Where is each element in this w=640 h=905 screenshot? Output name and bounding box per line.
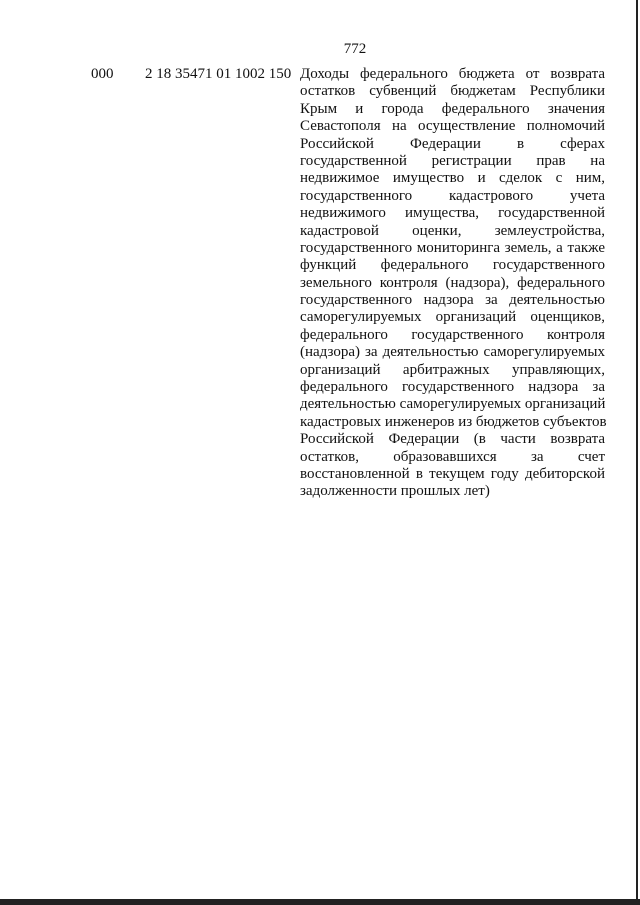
- description-line: деятельностью саморегулируемых организаций: [300, 396, 606, 413]
- revenue-description: [300, 66, 605, 501]
- description-line: восстановленной в текущем году дебиторской: [300, 465, 605, 482]
- description-line: Крым и города федерального значения: [300, 100, 605, 117]
- description-line: кадастровых инженеров из бюджетов субъектов: [300, 413, 607, 430]
- description-line: остатков, образовавшихся за счет: [300, 448, 605, 465]
- description-line: остатков субвенций бюджетам Республики: [300, 83, 605, 100]
- description-line: (надзора) за деятельностью саморегулируемых: [300, 344, 605, 361]
- description-line: недвижимое имущество и сделок с ним,: [300, 170, 605, 187]
- description-line: государственной регистрации прав на: [300, 152, 605, 169]
- description-line: государственного надзора за деятельностью: [300, 292, 605, 309]
- description-line: Российской Федерации в сферах: [300, 135, 605, 152]
- description-line: Доходы федерального бюджета от возврата: [300, 66, 605, 82]
- description-line: федерального государственного контроля: [300, 326, 605, 343]
- description-line: кадастровой оценки, землеустройства,: [300, 222, 605, 239]
- revenue-code: 2 18 35471 01 1002 150: [145, 66, 292, 82]
- description-line: саморегулируемых организаций оценщиков,: [300, 309, 605, 326]
- description-line: Российской Федерации (в части возврата: [300, 431, 605, 448]
- description-line: государственного мониторинга земель, а также: [300, 239, 605, 256]
- description-line: функций федерального государственного: [300, 257, 605, 274]
- scan-edge-right: [636, 0, 638, 905]
- admin-code: 000: [91, 66, 114, 82]
- description-line: задолженности прошлых лет): [300, 483, 490, 500]
- description-line: организаций арбитражных управляющих,: [300, 361, 605, 378]
- page-number: 772: [343, 41, 367, 57]
- description-line: государственного кадастрового учета: [300, 187, 605, 204]
- scan-edge-bottom: [0, 899, 640, 905]
- description-line: федерального государственного надзора за: [300, 379, 605, 396]
- description-line: недвижимого имущества, государственной: [300, 205, 605, 222]
- description-line: земельного контроля (надзора), федерального: [300, 274, 605, 291]
- description-line: Севастополя на осуществление полномочий: [300, 118, 605, 135]
